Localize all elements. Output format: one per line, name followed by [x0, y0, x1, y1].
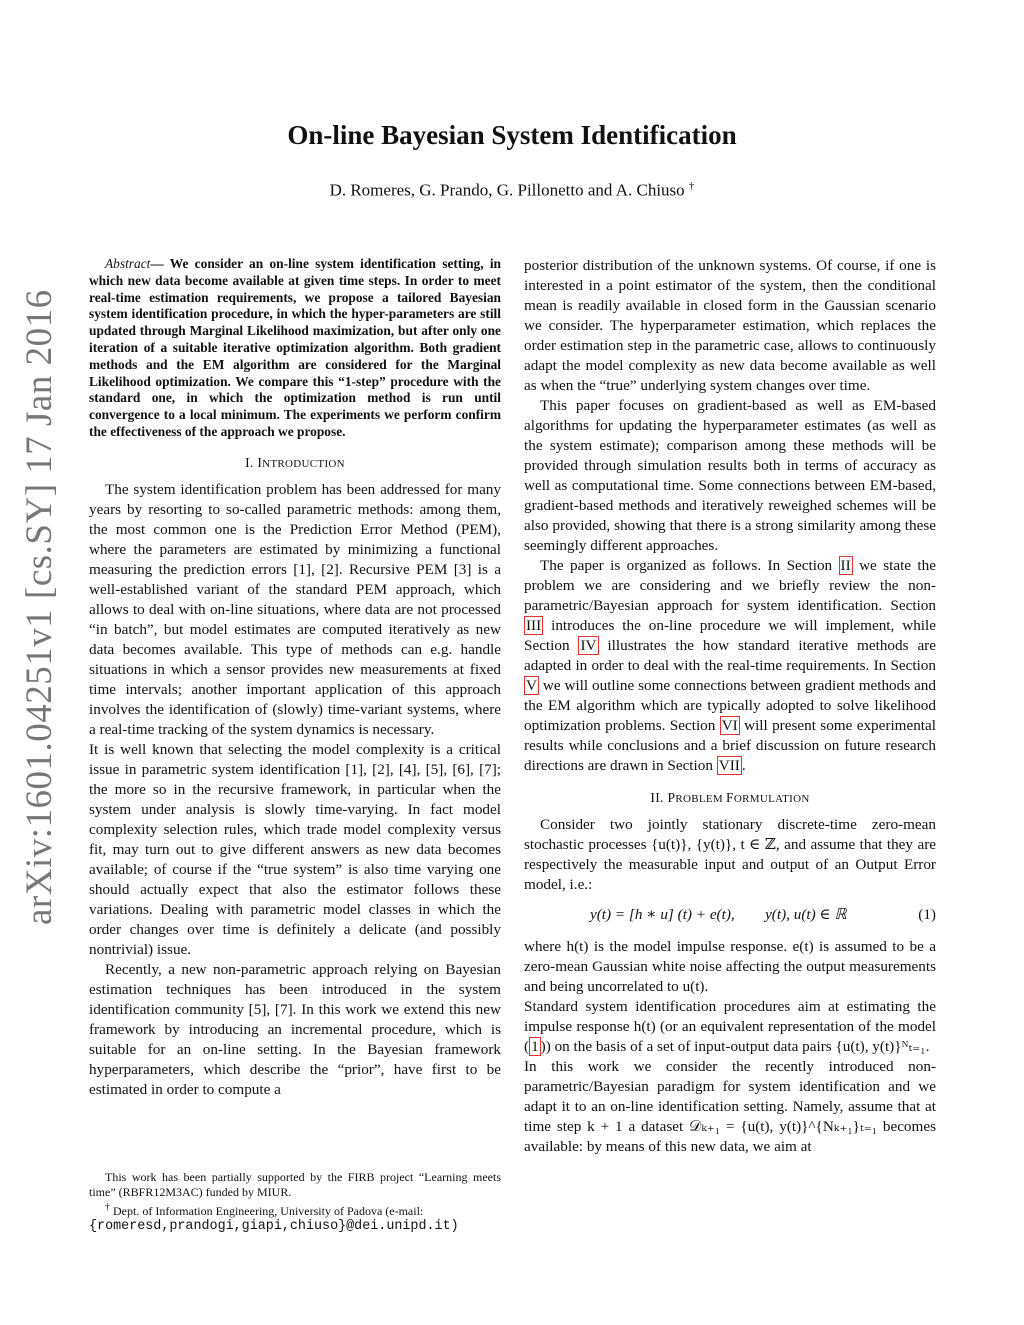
- section-ref-iii[interactable]: III: [526, 617, 542, 634]
- section-ref-vii[interactable]: VII: [718, 757, 740, 774]
- text-run: will present some experimental results while conclusions and a brief discussion on future research directions are drawn in Section: [524, 717, 936, 774]
- footnote-affiliation-text: Dept. of Information Engineering, University of Padova (e-mail:: [110, 1204, 424, 1218]
- section-ref-iv[interactable]: IV: [580, 637, 597, 654]
- outline-paragraph: [524, 556, 936, 776]
- text-run: we state the problem we are considering and we briefly review the non-parametric/Bayesian approach for system identification. Section: [524, 557, 936, 614]
- author-footnote-mark: †: [688, 180, 695, 192]
- arxiv-identifier: arXiv:1601.04251v1 [cs.SY] 17 Jan 2016: [19, 289, 60, 925]
- section-title-initial: P: [667, 790, 676, 805]
- section-title-initial: F: [726, 790, 734, 805]
- text-run: .: [741, 757, 746, 774]
- section-title-rest: ORMULATION: [733, 793, 810, 805]
- text-run: we will outline some connections between gradient methods and the EM algorithm which are typically adopted to solve likelihood optimization problems. Section: [524, 677, 936, 734]
- section-title-rest: NTRODUCTION: [262, 457, 345, 470]
- abstract: [89, 256, 501, 441]
- intro-paragraph-1: The system identification problem has been addressed for many years by resorting to so-called parametric methods: among them, the most common one is the Prediction Error Method (PEM), where the parameters are estimated by minimizing a functional measuring the prediction errors [1], [2]. Recursive PEM [3] is a well-established variant of the standard PEM approach, which allows to deal with on-line situations, where data are not processed “in batch”, but model estimates are computed iteratively as new data becomes available. This type of methods can e.g. handle situations in which a sensor provides new measurements at fixed time intervals; another important application of this approach involves the identification of (slowly) time-variant systems, where a real-time tracking of the system dynamics is necessary.: [89, 480, 501, 738]
- paper-title: On-line Bayesian System Identification: [287, 120, 737, 150]
- text-run: The paper is organized as follows. In Section: [540, 557, 839, 574]
- section-heading-problem-formulation: [524, 788, 936, 809]
- section-title-rest: ROBLEM: [675, 793, 726, 805]
- left-column: [89, 256, 501, 1100]
- intro-paragraph-2: It is well known that selecting the model complexity is a critical issue in parametric system identification [1], [2], [4], [5], [6], [7]; the more so in the recursive framework, in particular when the system under analysis is slowly time-varying. In fact model complexity selection rules, which trade model complexity versus fit, may turn out to give different answers as new data becomes available; of course if the “true system” is also time varying one should actually expect that also the estimator follows these variations. Dealing with parametric model classes in which the order changes over time is definitely a delicate (and possibly nontrivial) issue.: [89, 740, 501, 958]
- text-run: illustrates the how standard iterative methods are adapted in order to deal with the real-time requirements. In Section: [524, 637, 936, 674]
- equation-1-body: y(t) = [h ∗ u] (t) + e(t), y(t), u(t) ∈ ℝ: [590, 906, 847, 923]
- right-paragraph-2: This paper focuses on gradient-based as well as EM-based algorithms for updating the hyperparameter estimates (as well as the system estimate); comparison among these methods will be provided through simulation results both in terms of accuracy as well as computational time. Some connections between EM-based, gradient-based methods and iteratively reweighed schemes will be also provided, showing that there is a strong similarity among these seemingly different approaches.: [524, 397, 936, 554]
- section-title-initial: I: [257, 454, 263, 470]
- footnote-funding: This work has been partially supported by the FIRB project “Learning meets time” (RBFR12M3AC) funded by MIUR.: [89, 1170, 501, 1199]
- footnote-mark: †: [105, 1202, 110, 1213]
- section-number: II.: [650, 790, 668, 805]
- author-names: D. Romeres, G. Prando, G. Pillonetto and A. Chiuso: [329, 180, 685, 200]
- footnote-affiliation: [89, 1200, 501, 1219]
- author-line: [0, 180, 1024, 201]
- equation-ref-1[interactable]: 1: [531, 1038, 539, 1055]
- text-run: Standard system identification procedures aim at estimating the impulse response h(t) (or an equivalent representation of the model (: [524, 998, 936, 1055]
- text-run: )) on the basis of a set of input-output data pairs {u(t), y(t)}ᴺₜ₌₁.: [540, 1038, 930, 1055]
- intro-paragraph-3: Recently, a new non-parametric approach relying on Bayesian estimation techniques has been introduced in the system identification community [5], [7]. In this work we extend this new framework by introducing an incremental procedure, which is suitable for an on-line setting. In the Bayesian framework hyperparameters, which describe the “prior”, have first to be estimated in order to compute a: [89, 960, 501, 1098]
- section-ref-vi[interactable]: VI: [721, 717, 738, 734]
- footnote-email[interactable]: {romeresd,prandogi,giapi,chiuso}@dei.unipd.it): [89, 1219, 459, 1234]
- section-number: I.: [245, 454, 258, 470]
- section-heading-introduction: [89, 453, 501, 474]
- problem-paragraph-3: [524, 997, 936, 1057]
- equation-1-number: (1): [918, 906, 936, 923]
- abstract-label: Abstract: [105, 256, 151, 271]
- problem-paragraph-1: Consider two jointly stationary discrete-time zero-mean stochastic processes {u(t)}, {y(t)}, t ∈ ℤ, and assume that they are respectively the measurable input and output of an Output Error model, i.e.:: [524, 816, 936, 893]
- abstract-text: — We consider an on-line system identification setting, in which new data become available at given time steps. In order to meet real-time estimation requirements, we propose a tailored Bayesian system identification procedure, in which the hyper-parameters are still updated through Marginal Likelihood maximization, but after only one iteration of a suitable iterative optimization algorithm. Both gradient methods and the EM algorithm are considered for the Marginal Likelihood optimization. We compare this “1-step” procedure with the standard one, in which the optimization method is run until convergence to a local minimum. The experiments we perform confirm the effectiveness of the approach we propose.: [89, 256, 501, 439]
- section-ref-v[interactable]: V: [526, 677, 537, 694]
- section-ref-ii[interactable]: II: [840, 557, 851, 574]
- text-run: introduces the on-line procedure we will implement, while Section: [524, 617, 936, 654]
- equation-1: [524, 905, 936, 927]
- right-paragraph-1: posterior distribution of the unknown systems. Of course, if one is interested in a point estimator of the system, then the conditional mean is readily available in closed form in the Gaussian scenario we consider. The hyperparameter estimation, which replaces the order estimation step in the parametric case, allows to continuously adapt the model complexity as new data become available as well as when the “true” underlying system changes over time.: [524, 257, 936, 394]
- problem-paragraph-2: where h(t) is the model impulse response. e(t) is assumed to be a zero-mean Gaussian white noise affecting the output measurements and being uncorrelated to u(t).: [524, 938, 936, 995]
- footnotes: [89, 1170, 501, 1234]
- right-column: [524, 256, 936, 1157]
- problem-paragraph-4: In this work we consider the recently introduced non-parametric/Bayesian paradigm for system identification and we adapt it to an on-line identification setting. Namely, assume that at time step k + 1 a dataset 𝒟ₖ₊₁ = {u(t), y(t)}^{Nₖ₊₁}ₜ₌₁ becomes available: by means of this new data, we aim at: [524, 1058, 936, 1155]
